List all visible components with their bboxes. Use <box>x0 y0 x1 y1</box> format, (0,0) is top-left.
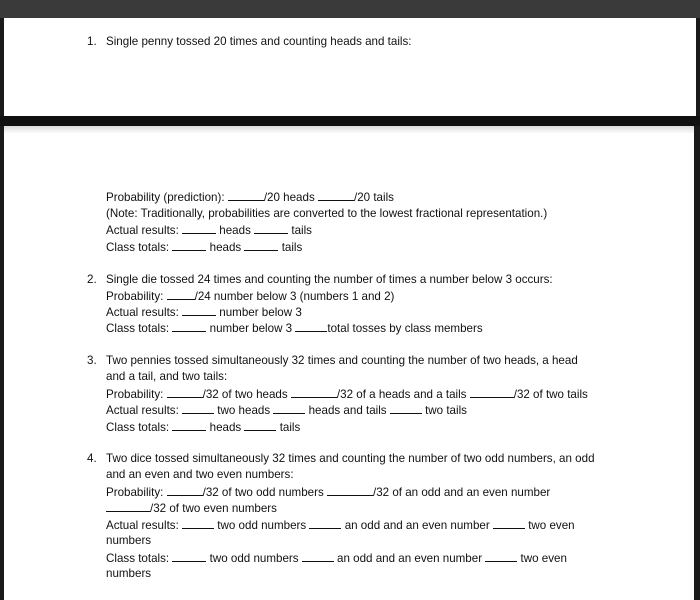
q4-prob-blank-2[interactable] <box>327 484 373 496</box>
q4-class-text-3: two even <box>520 552 567 565</box>
q3-actual-text-1: two heads <box>217 404 271 417</box>
q4-actual-line-2: numbers <box>106 534 152 547</box>
q2-number: 2. <box>87 273 97 286</box>
q4-class-text-1: two odd numbers <box>209 552 299 565</box>
q3-actual-label: Actual results: <box>106 404 179 417</box>
q3-actual-text-2: heads and tails <box>308 404 387 417</box>
page-gap <box>0 116 700 126</box>
q3-title-line-1: Two pennies tossed simultaneously 32 times and counting the number of two heads, a head <box>106 354 578 367</box>
q2-prob-text: /24 number below 3 (numbers 1 and 2) <box>194 290 395 303</box>
q4-title-line-2: and an even and two even numbers: <box>106 468 294 481</box>
q3-class-blank-1[interactable] <box>172 419 206 431</box>
q2-actual-text: number below 3 <box>219 306 302 319</box>
q4-actual-label: Actual results: <box>106 519 179 532</box>
q3-actual-line <box>106 402 467 418</box>
q3-actual-blank-3[interactable] <box>390 402 422 414</box>
q1-class-line <box>106 239 302 255</box>
q3-class-label: Class totals: <box>106 421 170 434</box>
q2-class-line <box>106 320 483 336</box>
q1-note: (Note: Traditionally, probabilities are converted to the lowest fractional representation.) <box>106 207 548 220</box>
q4-class-line <box>106 550 567 566</box>
q1-probability-line <box>106 189 394 205</box>
q4-prob-blank-3[interactable] <box>106 500 150 512</box>
q1-class-tails-word: tails <box>281 241 303 254</box>
q3-prob-text-1: /32 of two heads <box>202 388 288 401</box>
q2-prob-blank[interactable] <box>167 288 195 300</box>
q4-class-blank-3[interactable] <box>485 550 517 562</box>
q3-class-text-1: heads <box>209 421 242 434</box>
q1-class-label: Class totals: <box>106 241 170 254</box>
q3-number: 3. <box>87 354 97 367</box>
q4-class-blank-2[interactable] <box>302 550 334 562</box>
q1-prob-heads-text: /20 heads <box>263 191 315 204</box>
q1-class-tails-blank[interactable] <box>244 239 278 251</box>
q1-title: Single penny tossed 20 times and counting heads and tails: <box>106 35 412 48</box>
q3-prob-text-3: /32 of two tails <box>513 388 588 401</box>
q4-number: 4. <box>87 452 97 465</box>
page-shadow <box>4 126 694 134</box>
q2-actual-blank[interactable] <box>182 304 216 316</box>
q4-probability-line <box>106 484 550 500</box>
q1-actual-heads-blank[interactable] <box>182 222 216 234</box>
q2-actual-line <box>106 304 302 320</box>
q2-prob-label: Probability: <box>106 290 164 303</box>
q3-class-text-2: tails <box>279 421 301 434</box>
q4-prob-blank-1[interactable] <box>167 484 203 496</box>
q1-class-heads-word: heads <box>209 241 242 254</box>
q3-prob-blank-3[interactable] <box>470 386 514 398</box>
q4-actual-blank-2[interactable] <box>309 517 341 529</box>
q1-class-heads-blank[interactable] <box>172 239 206 251</box>
q2-class-text-1: number below 3 <box>209 322 293 335</box>
q4-actual-text-3: two even <box>528 519 575 532</box>
q3-actual-blank-2[interactable] <box>273 402 305 414</box>
q4-prob-text-2: /32 of an odd and an even number <box>373 486 551 499</box>
q3-prob-blank-1[interactable] <box>167 386 203 398</box>
q3-prob-blank-2[interactable] <box>291 386 337 398</box>
q1-prob-label: Probability (prediction): <box>106 191 225 204</box>
q4-prob-text-1: /32 of two odd numbers <box>202 486 324 499</box>
q1-prob-tails-text: /20 tails <box>353 191 394 204</box>
q2-probability-line <box>106 288 394 304</box>
q4-prob-label: Probability: <box>106 486 164 499</box>
q1-prob-heads-blank[interactable] <box>228 189 264 201</box>
q2-class-blank-2[interactable] <box>295 320 327 332</box>
q3-prob-label: Probability: <box>106 388 164 401</box>
q1-actual-tails-word: tails <box>291 224 312 237</box>
q1-actual-label: Actual results: <box>106 224 179 237</box>
q1-number: 1. <box>87 35 97 48</box>
q2-actual-label: Actual results: <box>106 306 179 319</box>
q2-title: Single die tossed 24 times and counting the number of times a number below 3 occurs: <box>106 273 553 286</box>
q4-actual-text-2: an odd and an even number <box>344 519 490 532</box>
q4-probability-line-2 <box>106 500 277 516</box>
q1-actual-heads-word: heads <box>219 224 251 237</box>
q4-class-label: Class totals: <box>106 552 170 565</box>
q1-actual-tails-blank[interactable] <box>254 222 288 234</box>
q4-actual-blank-1[interactable] <box>182 517 214 529</box>
q4-actual-text-1: two odd numbers <box>217 519 307 532</box>
q4-class-text-2: an odd and an even number <box>337 552 483 565</box>
q4-title-line-1: Two dice tossed simultaneously 32 times and counting the number of two odd numbers, an odd <box>106 452 595 465</box>
q3-actual-blank-1[interactable] <box>182 402 214 414</box>
q1-prob-tails-blank[interactable] <box>318 189 354 201</box>
q4-class-blank-1[interactable] <box>172 550 206 562</box>
q4-actual-blank-3[interactable] <box>493 517 525 529</box>
q4-prob-text-3: /32 of two even numbers <box>150 502 277 515</box>
q3-title-line-2: and a tail, and two tails: <box>106 370 228 383</box>
q2-class-label: Class totals: <box>106 322 170 335</box>
q3-actual-text-3: two tails <box>425 404 467 417</box>
q3-class-blank-2[interactable] <box>244 419 276 431</box>
q3-prob-text-2: /32 of a heads and a tails <box>336 388 467 401</box>
q2-class-blank-1[interactable] <box>172 320 206 332</box>
page-section-1 <box>4 18 696 116</box>
q3-probability-line <box>106 386 588 402</box>
q1-actual-line <box>106 222 312 238</box>
q3-class-line <box>106 419 300 435</box>
q2-class-text-2: total tosses by class members <box>327 322 483 335</box>
top-bar <box>0 0 700 18</box>
q4-class-line-2: numbers <box>106 567 152 580</box>
q4-actual-line <box>106 517 575 533</box>
